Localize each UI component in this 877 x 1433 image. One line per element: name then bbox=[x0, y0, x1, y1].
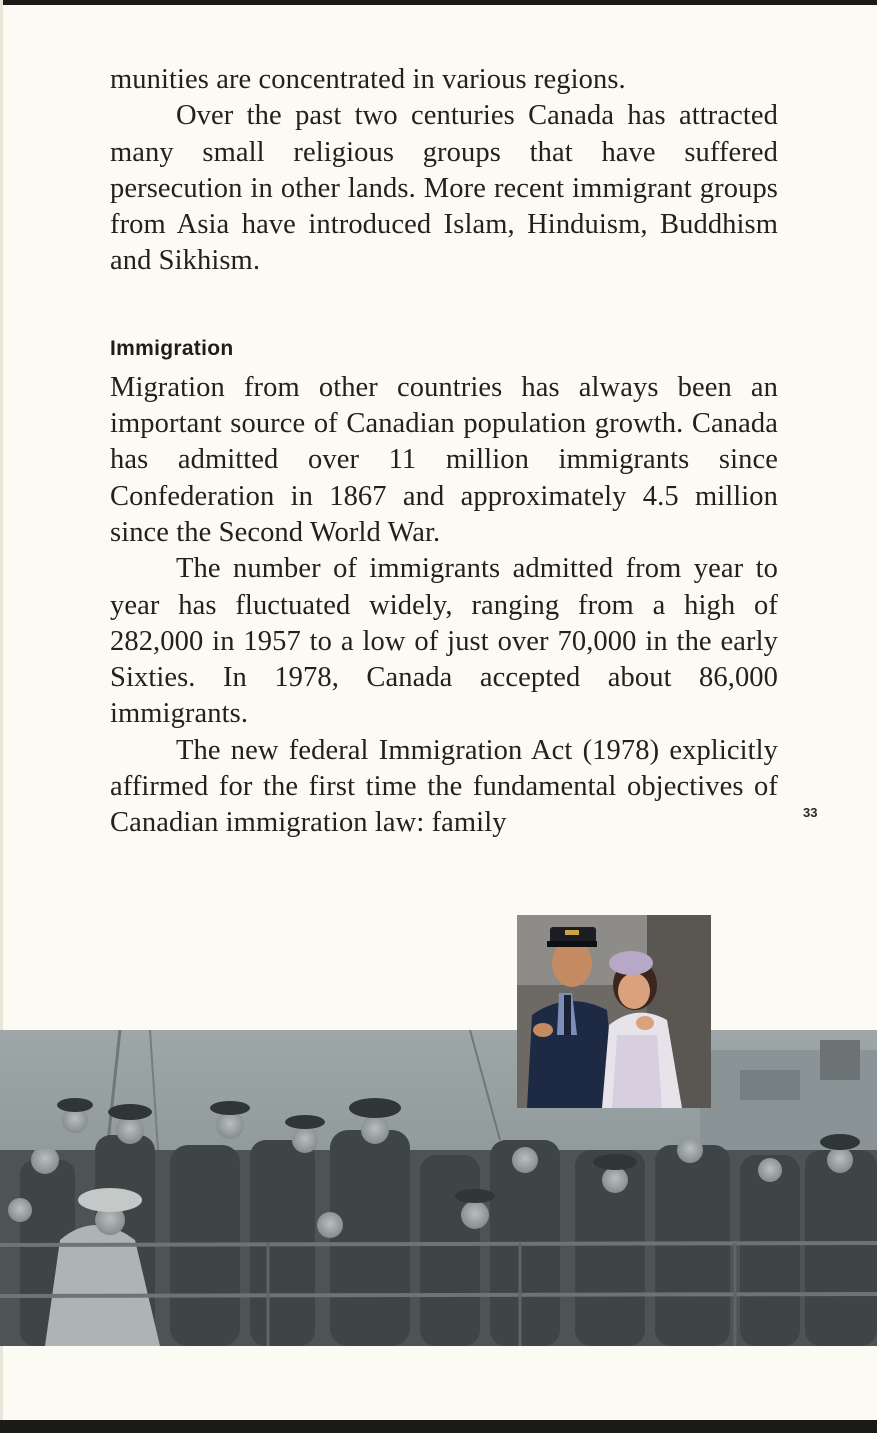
archival-photo bbox=[0, 1030, 877, 1346]
paragraph-continuation: munities are concentrated in various regions. bbox=[110, 64, 626, 95]
paragraph-migration: Migration from other countries has always been an important source of Canadian population growth. Canada has admitted over 11 million immigrants since Confederation in 1867 and approximately 4.5 million since the Second World War. bbox=[110, 371, 778, 548]
top-edge-bar bbox=[0, 0, 877, 5]
paragraph-immigrant-numbers: The number of immigrants admitted from year to year has fluctuated widely, ranging from a high of 282,000 in 1957 to a low of just over 70,000 in the early Sixties. In 1978, Canada accepted about 86,000 immigrants. bbox=[110, 553, 778, 730]
bottom-edge-bar bbox=[0, 1420, 877, 1433]
paragraph-immigration-act: The new federal Immigration Act (1978) explicitly affirmed for the first time the fundamental objectives of Canadian immigration law: family bbox=[110, 734, 778, 839]
paragraph-religious-groups: Over the past two centuries Canada has attracted many small religious groups that have suffered persecution in other lands. More recent immigrant groups from Asia have introduced Islam, Hinduism, Buddhism and Sikhism. bbox=[110, 100, 778, 277]
officer-and-woman-photo bbox=[517, 915, 711, 1108]
immigrants-crowd-photo bbox=[0, 1030, 877, 1346]
color-photo-inset bbox=[517, 915, 711, 1108]
text-column bbox=[110, 62, 778, 842]
page-number: 33 bbox=[803, 805, 818, 820]
section-heading: Immigration bbox=[110, 336, 234, 360]
